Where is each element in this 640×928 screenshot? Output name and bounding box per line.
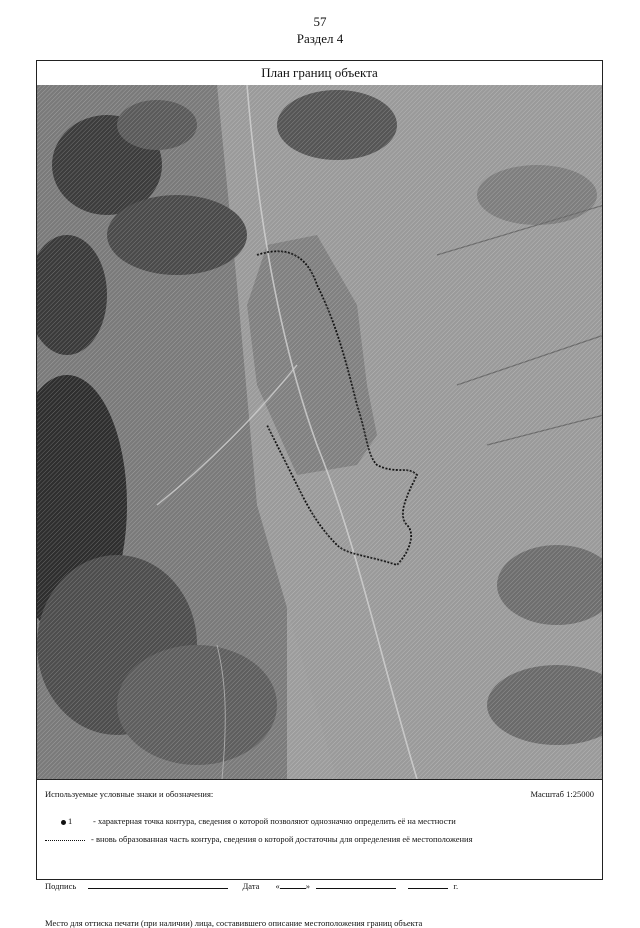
aerial-map-image [37, 85, 602, 780]
stamp-placeholder-text: Место для оттиска печати (при наличии) лица, составившего описание местоположения границ объекта [45, 918, 423, 928]
signature-row [45, 880, 595, 891]
plan-frame [36, 60, 603, 928]
year-suffix: г. [453, 881, 459, 891]
legend-point-row [45, 816, 595, 826]
map-scale: Масштаб 1:25000 [530, 789, 594, 799]
aerial-photo [37, 85, 602, 779]
date-quote-open: « [275, 881, 280, 891]
day-blank [280, 880, 306, 889]
legend-line-description: - вновь образованная часть контура, сведения о которой достаточны для определения её местоположения [91, 834, 473, 844]
section-title: Раздел 4 [296, 31, 344, 46]
legend-line-row [45, 834, 595, 845]
dotted-line-icon [45, 840, 85, 841]
month-blank [316, 880, 396, 889]
legend-point-symbol [45, 816, 93, 826]
legend-point-description: - характерная точка контура, сведения о которой позволяют однозначно определить её на местности [93, 816, 456, 826]
plan-title: План границ объекта [37, 61, 602, 86]
point-dot-icon [61, 820, 66, 825]
year-blank [408, 880, 448, 889]
signature-blank [88, 880, 228, 889]
date-quote-close: » [305, 881, 311, 891]
date-label: Дата [242, 881, 260, 891]
signature-label: Подпись [45, 881, 77, 891]
legend-heading: Используемые условные знаки и обозначения: [45, 789, 214, 799]
legend-point-number: 1 [68, 816, 73, 826]
page-number: 57 [313, 14, 327, 29]
